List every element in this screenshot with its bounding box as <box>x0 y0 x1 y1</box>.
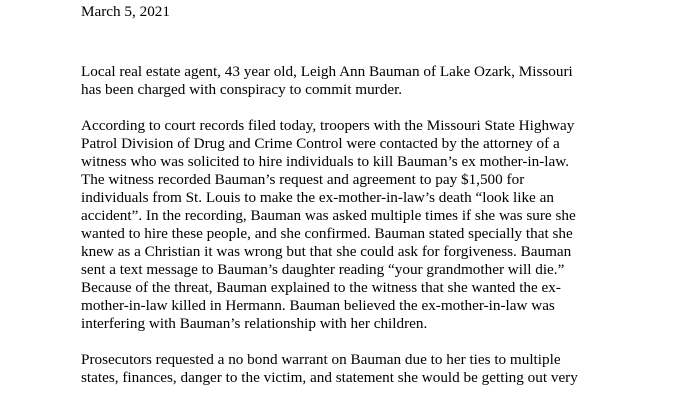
paragraph-line: interfering with Bauman’s relationship with her children. <box>81 315 428 332</box>
paragraph-line: Because of the threat, Bauman explained to the witness that she wanted the ex- <box>81 279 561 296</box>
paragraph-line: According to court records filed today, troopers with the Missouri State Highway <box>81 117 575 134</box>
paragraph-line: wanted to hire these people, and she confirmed. Bauman stated specially that she <box>81 225 573 242</box>
paragraph-line: Local real estate agent, 43 year old, Leigh Ann Bauman of Lake Ozark, Missouri <box>81 63 573 80</box>
document-date: March 5, 2021 <box>81 3 170 20</box>
paragraph-line: knew as a Christian it was wrong but that she could ask for forgiveness. Bauman <box>81 243 572 260</box>
paragraph-line: mother-in-law killed in Hermann. Bauman believed the ex-mother-in-law was <box>81 297 555 314</box>
paragraph-line: witness who was solicited to hire individuals to kill Bauman’s ex mother-in-law. <box>81 153 570 170</box>
paragraph-line: Patrol Division of Drug and Crime Control were contacted by the attorney of a <box>81 135 560 152</box>
paragraph-line: Prosecutors requested a no bond warrant on Bauman due to her ties to multiple <box>81 351 561 368</box>
paragraph-line: accident”. In the recording, Bauman was asked multiple times if she was sure she <box>81 207 576 224</box>
paragraph-line: individuals from St. Louis to make the ex-mother-in-law’s death “look like an <box>81 189 554 206</box>
paragraph-line: The witness recorded Bauman’s request and agreement to pay $1,500 for <box>81 171 525 188</box>
paragraph-line: has been charged with conspiracy to commit murder. <box>81 81 403 98</box>
paragraph-line: states, finances, danger to the victim, and statement she would be getting out very <box>81 369 578 386</box>
paragraph-line: sent a text message to Bauman’s daughter reading “your grandmother will die.” <box>81 261 565 278</box>
